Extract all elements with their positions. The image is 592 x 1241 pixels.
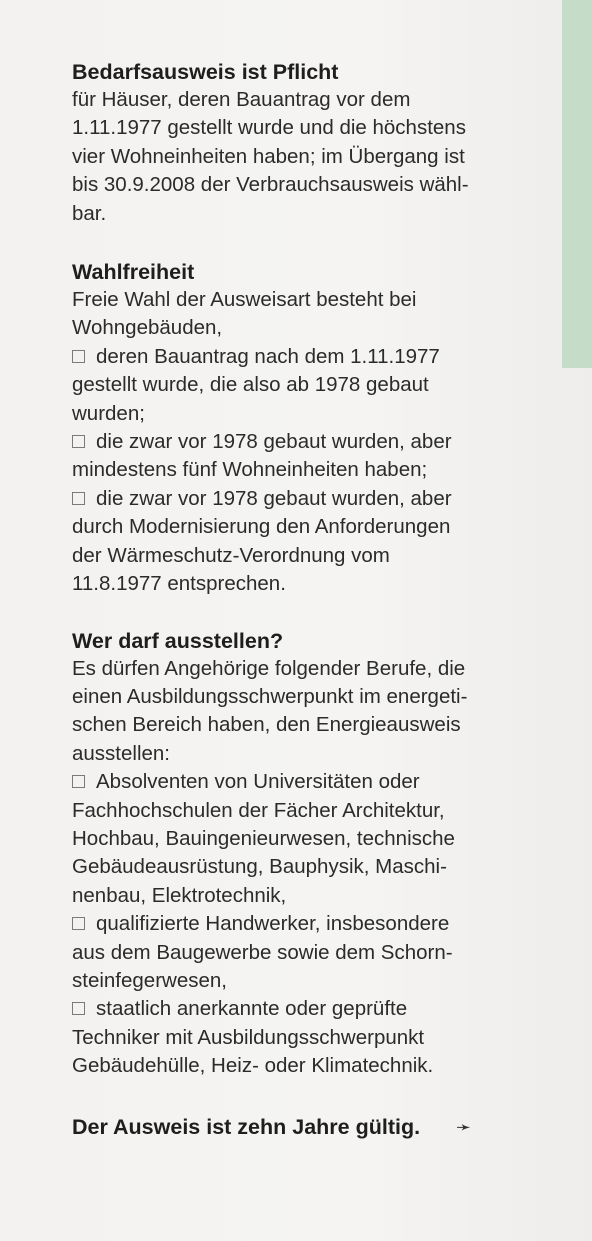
- checkbox-bullet-icon: [72, 350, 85, 363]
- text-line: durch Modernisierung den Anforderungen: [72, 515, 451, 539]
- validity-text: Der Ausweis ist zehn Jahre gültig.: [72, 1114, 421, 1139]
- checkbox-bullet-icon: [72, 775, 85, 788]
- checkbox-bullet-icon: [72, 435, 85, 448]
- list-item-text: qualifizierte Handwerker, insbesondere: [96, 912, 450, 936]
- list-item: [72, 343, 502, 371]
- list-item: [72, 995, 502, 1023]
- text-line: ausstellen:: [72, 741, 171, 765]
- section-heading: Bedarfsausweis ist Pflicht: [72, 60, 339, 84]
- list-item: [72, 485, 502, 513]
- text-line: 1.11.1977 gestellt wurde und die höchstens: [72, 116, 466, 140]
- text-line: gestellt wurde, die also ab 1978 gebaut: [72, 373, 429, 397]
- text-line: bar.: [72, 201, 107, 225]
- text-line: mindestens fünf Wohneinheiten haben;: [72, 458, 428, 482]
- text-line: steinfegerwesen,: [72, 968, 227, 992]
- text-line: für Häuser, deren Bauantrag vor dem: [72, 88, 411, 111]
- section-wahlfreiheit: [72, 258, 502, 598]
- text-line: nenbau, Elektrotechnik,: [72, 883, 287, 907]
- text-line: Wohngebäuden,: [72, 316, 223, 340]
- list-item: [72, 910, 502, 938]
- checkbox-bullet-icon: [72, 1002, 85, 1015]
- list-item: [72, 428, 502, 456]
- text-line: vier Wohneinheiten haben; im Übergang ist: [72, 144, 465, 168]
- green-side-tab: [562, 0, 592, 368]
- section-heading: Wahlfreiheit: [72, 260, 195, 285]
- validity-note: [72, 1113, 502, 1141]
- section-bedarfsausweis: [72, 58, 502, 228]
- list-item-text: die zwar vor 1978 gebaut wurden, aber: [96, 486, 452, 510]
- list-item-text: Absolventen von Universitäten oder: [96, 770, 420, 794]
- content-column: [72, 58, 502, 1141]
- text-line: Hochbau, Bauingenieurwesen, technische: [72, 826, 455, 850]
- section-wer-darf-ausstellen: [72, 627, 502, 1081]
- text-line: 11.8.1977 entsprechen.: [72, 572, 286, 596]
- text-line: Freie Wahl der Ausweisart besteht bei: [72, 288, 417, 312]
- text-line: schen Bereich haben, den Energieausweis: [72, 713, 461, 737]
- text-line: Gebäudeausrüstung, Bauphysik, Maschi-: [72, 855, 447, 879]
- list-item-text: deren Bauantrag nach dem 1.11.1977: [96, 344, 440, 368]
- text-line: wurden;: [72, 401, 145, 425]
- checkbox-bullet-icon: [72, 492, 85, 505]
- text-line: aus dem Baugewerbe sowie dem Schorn-: [72, 940, 453, 964]
- list-item-text: die zwar vor 1978 gebaut wurden, aber: [96, 430, 452, 454]
- arrow-right-icon: ➛: [456, 1116, 472, 1137]
- text-line: bis 30.9.2008 der Verbrauchsausweis wähl-: [72, 173, 469, 197]
- text-line: einen Ausbildungsschwerpunkt im energeti-: [72, 684, 468, 708]
- section-heading: Wer darf ausstellen?: [72, 628, 284, 653]
- text-line: Techniker mit Ausbildungsschwerpunkt: [72, 1025, 425, 1049]
- list-item: [72, 768, 502, 796]
- checkbox-bullet-icon: [72, 917, 85, 930]
- text-line: Gebäudehülle, Heiz- oder Klimatechnik.: [72, 1054, 434, 1078]
- list-item-text: staatlich anerkannte oder geprüfte: [96, 997, 408, 1021]
- text-line: der Wärmeschutz-Verordnung vom: [72, 543, 390, 567]
- text-line: Es dürfen Angehörige folgender Berufe, die: [72, 656, 466, 680]
- text-line: Fachhochschulen der Fächer Architektur,: [72, 798, 445, 822]
